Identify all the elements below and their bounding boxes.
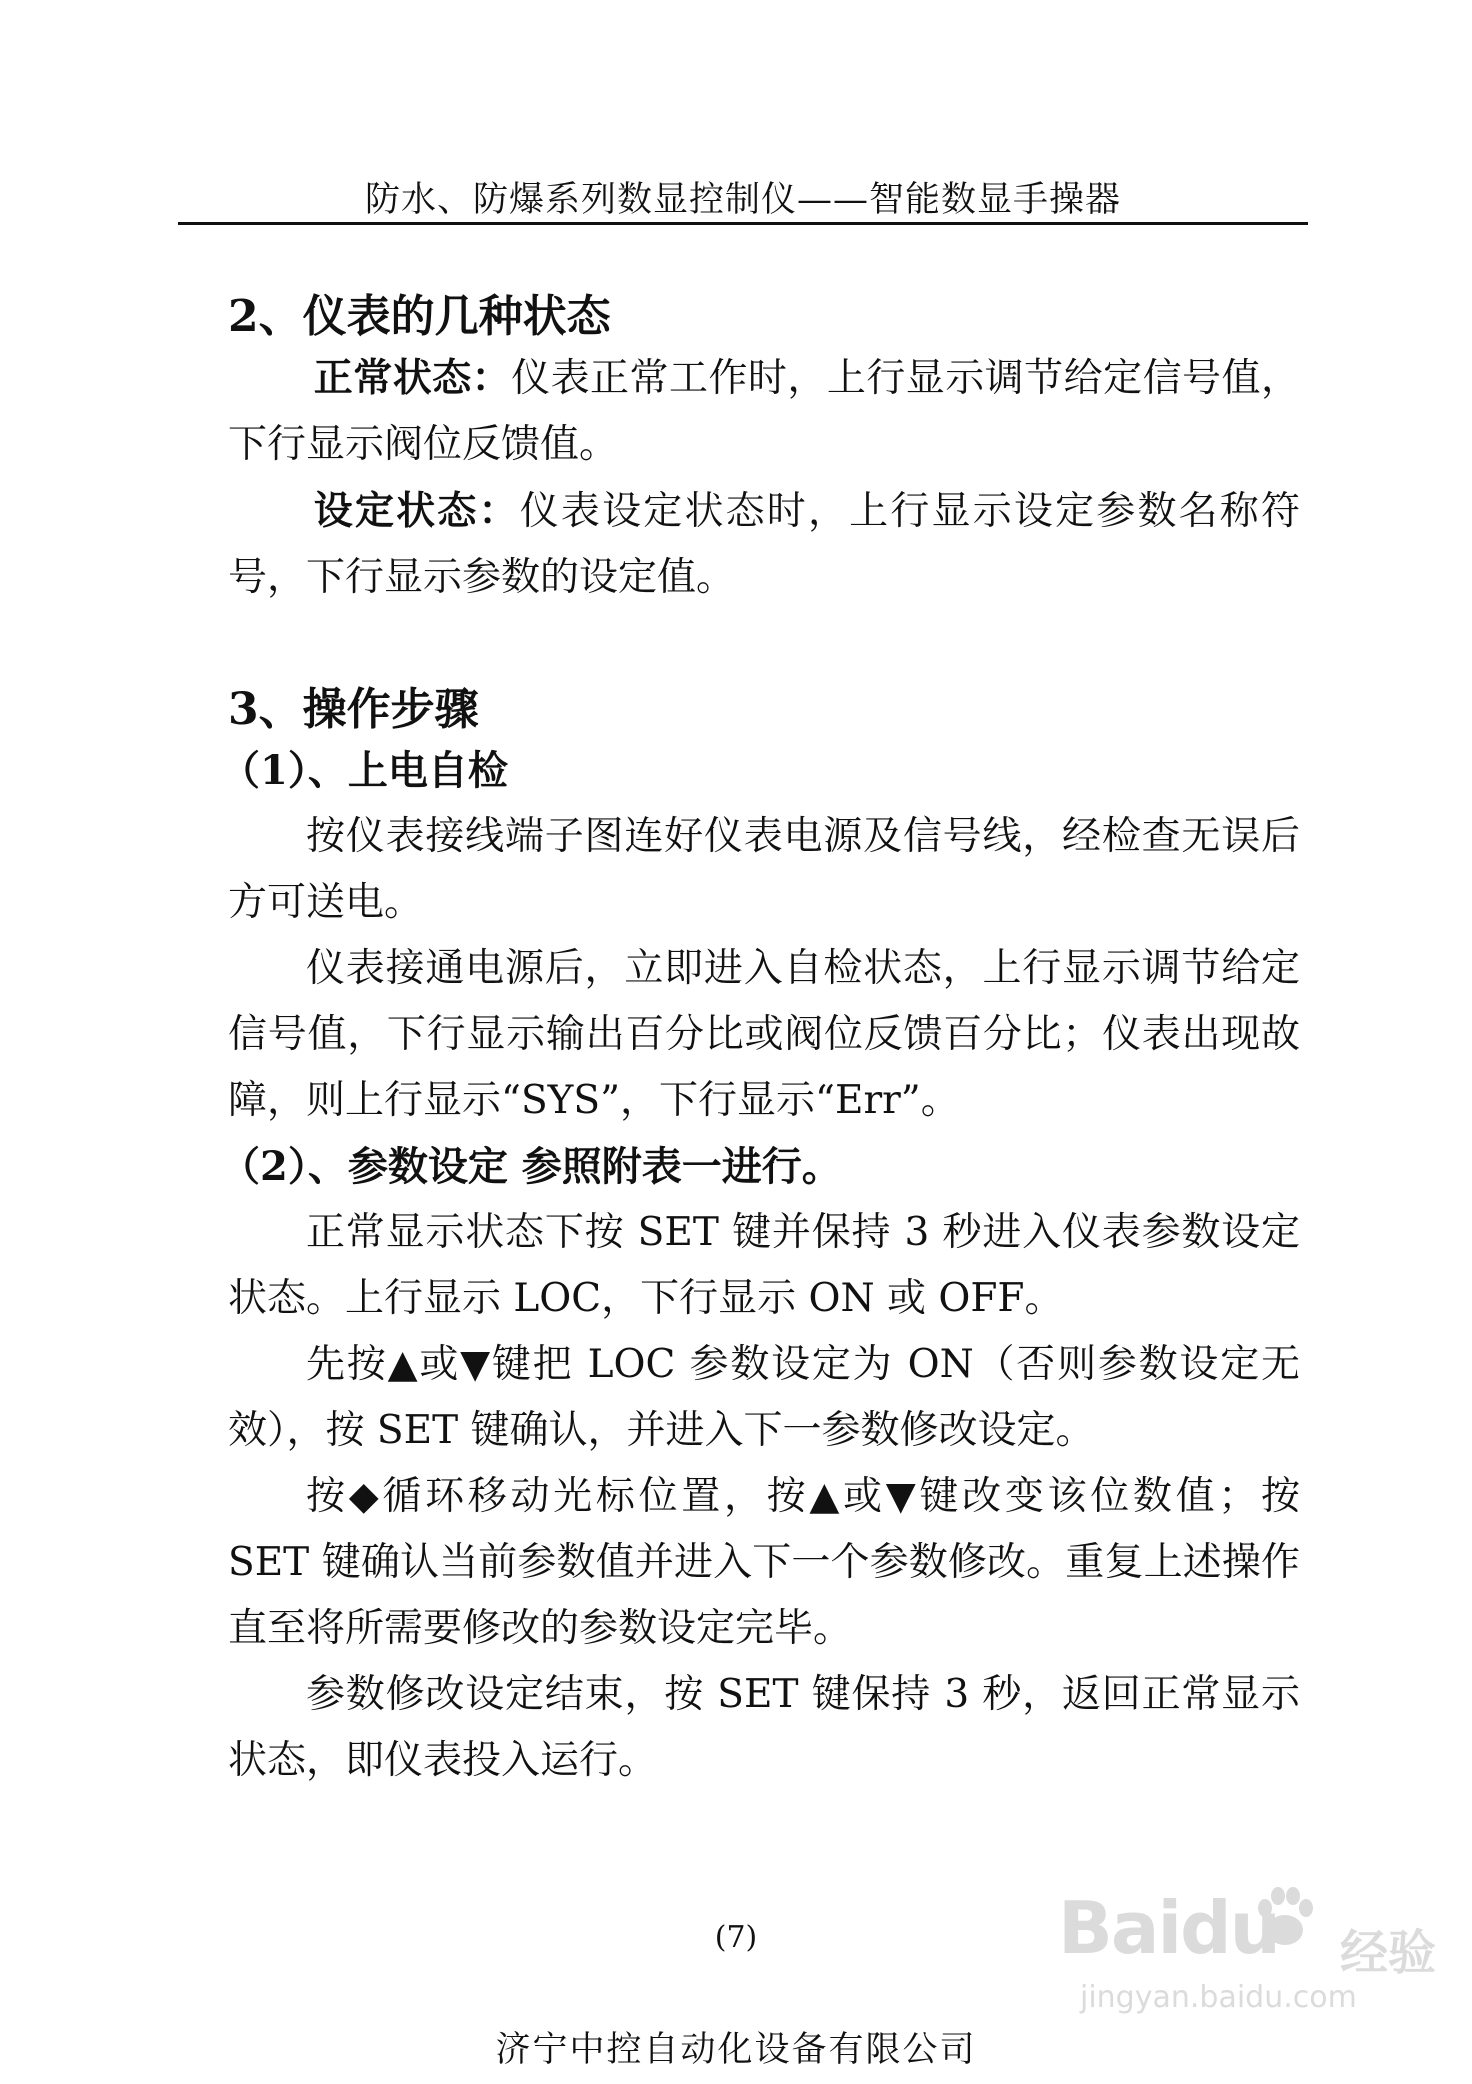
- step-1-paragraph-1: 按仪表接线端子图连好仪表电源及信号线，经检查无误后方可送电。: [228, 814, 1300, 926]
- watermark-label: 经验: [1340, 1925, 1437, 1981]
- watermark-logo: Baidu: [1058, 1886, 1279, 1970]
- section-2-heading: 2、仪表的几种状态: [228, 291, 611, 342]
- header-divider: [178, 222, 1308, 225]
- step-1-heading: （1）、上电自检: [220, 747, 508, 795]
- step-2-paragraph-4: 参数修改设定结束，按 SET 键保持 3 秒，返回正常显示状态，即仪表投入运行。: [228, 1672, 1300, 1784]
- setting-state-paragraph: [228, 478, 1300, 611]
- setting-state-label: 设定状态：: [313, 488, 520, 535]
- step-1-paragraph-2: 仪表接通电源后，立即进入自检状态，上行显示调节给定信号值，下行显示输出百分比或阀位反馈百分比；仪表出现故障，则上行显示“SYS”，下行显示“Err”。: [228, 946, 1300, 1124]
- main-content: [220, 288, 1300, 1794]
- page-header-title: 防水、防爆系列数显控制仪——智能数显手操器: [364, 180, 1121, 220]
- watermark-url: jingyan.baidu.com: [1080, 1980, 1357, 2015]
- section-spacer: [228, 611, 1300, 681]
- normal-state-paragraph: [228, 345, 1300, 478]
- paw-icon: [1245, 1878, 1325, 1958]
- step-2-paragraph-3: 按◆循环移动光标位置，按▲或▼键改变该位数值；按 SET 键确认当前参数值并进入下一个参数修改。重复上述操作直至将所需要修改的参数设定完毕。: [228, 1474, 1300, 1652]
- normal-state-label: 正常状态：: [313, 355, 512, 402]
- page-number: (7): [714, 1920, 758, 1955]
- section-3-heading: 3、操作步骤: [228, 684, 479, 736]
- step-2-paragraph-1: 正常显示状态下按 SET 键并保持 3 秒进入仪表参数设定状态。上行显示 LOC，下行显示 ON 或 OFF。: [228, 1210, 1300, 1322]
- setting-state-text: 仪表设定状态时，上行显示设定参数名称符号，下行显示参数的设定值。: [228, 489, 1300, 601]
- footer-company: 济宁中控自动化设备有限公司: [495, 2030, 977, 2070]
- baidu-watermark: [1040, 1878, 1440, 2018]
- step-2-paragraph-2: 先按▲或▼键把 LOC 参数设定为 ON（否则参数设定无效），按 SET 键确认，并进入下一参数修改设定。: [228, 1342, 1300, 1454]
- normal-state-text: 仪表正常工作时，上行显示调节给定信号值，下行显示阀位反馈值。: [228, 356, 1300, 468]
- step-2-heading: （2）、参数设定 参照附表一进行。: [220, 1143, 842, 1191]
